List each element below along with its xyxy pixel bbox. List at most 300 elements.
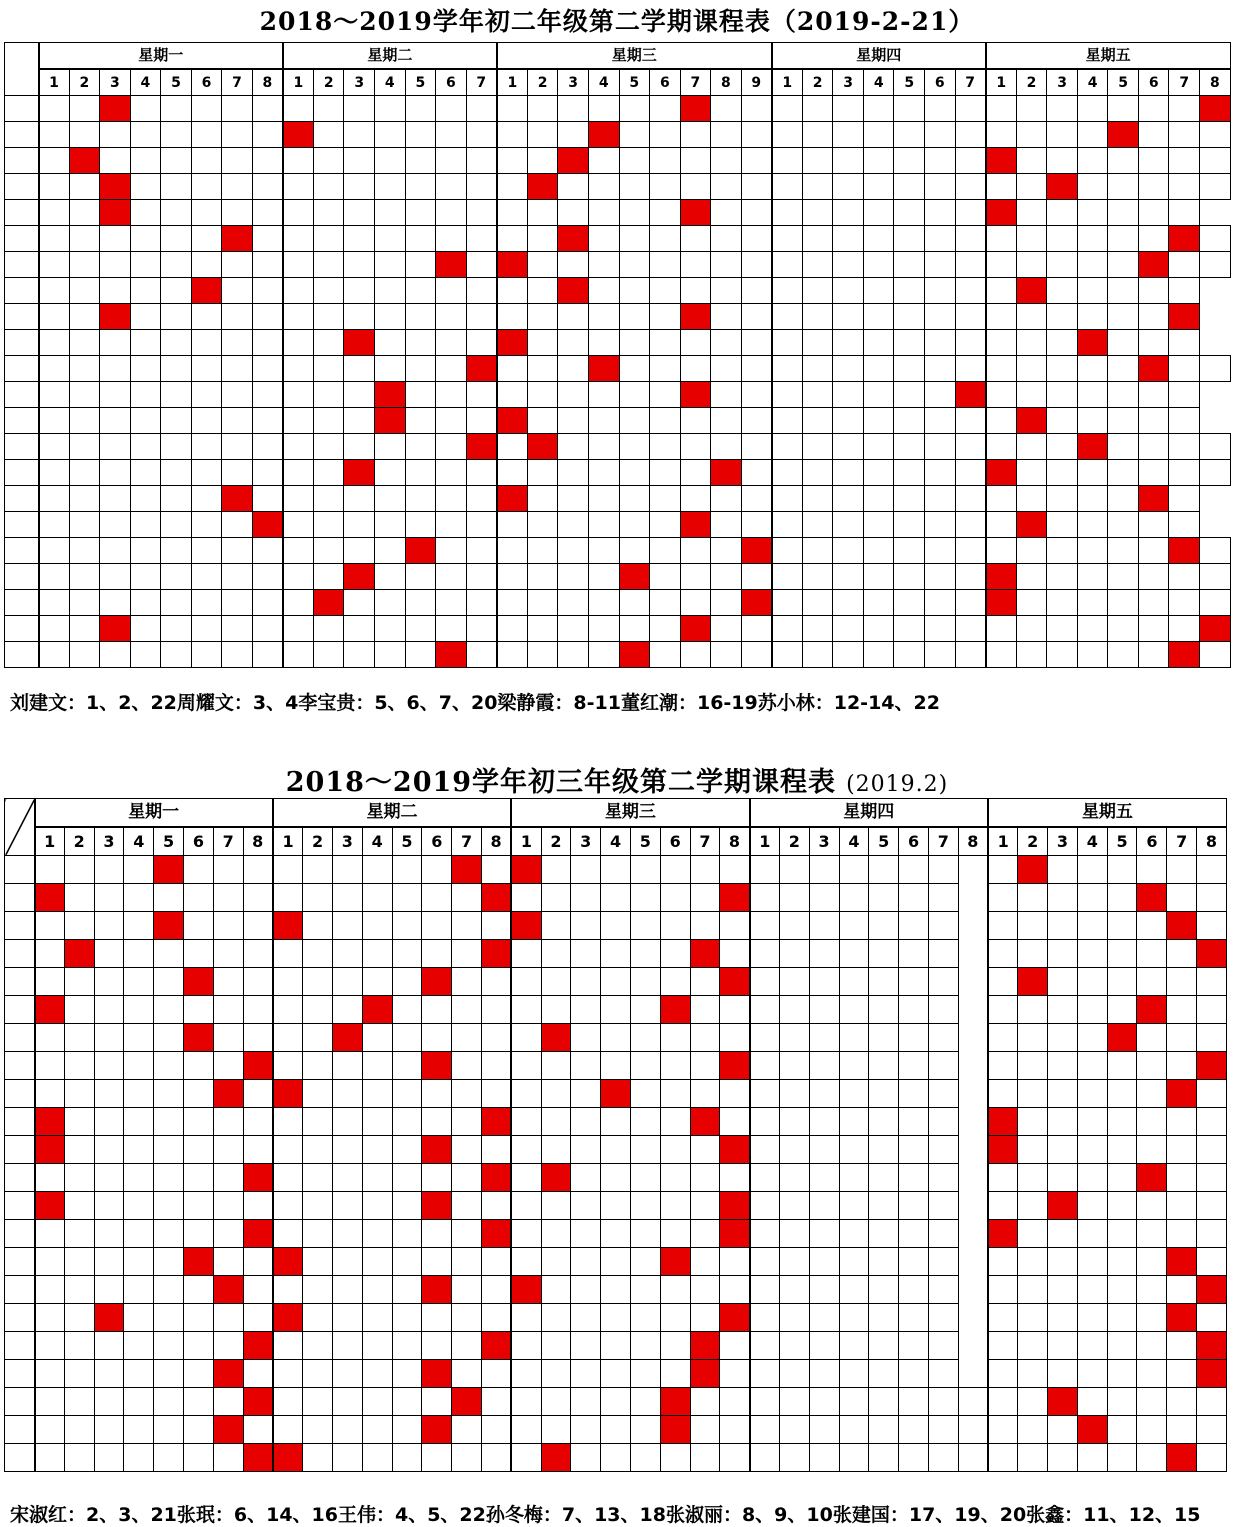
- schedule-cell: [1048, 1416, 1078, 1444]
- schedule-cell: [779, 940, 809, 968]
- class-label: [5, 200, 39, 226]
- schedule-cell: [405, 434, 436, 460]
- schedule-cell: [497, 434, 528, 460]
- period-number: 4: [863, 69, 894, 96]
- schedule-cell: [222, 616, 253, 642]
- schedule-cell: [1107, 1388, 1137, 1416]
- schedule-cell: [869, 1136, 899, 1164]
- schedule-cell: [833, 148, 864, 174]
- schedule-cell: [1200, 226, 1231, 252]
- schedule-cell: [571, 1388, 601, 1416]
- schedule-cell: [894, 538, 925, 564]
- schedule-cell: [94, 940, 124, 968]
- schedule-cell: [1047, 616, 1078, 642]
- schedule-cell: [35, 884, 65, 912]
- schedule-cell: [375, 616, 406, 642]
- schedule-cell: [313, 200, 344, 226]
- schedule-cell: [392, 1360, 422, 1388]
- period-number: 7: [452, 827, 482, 856]
- schedule-cell: [191, 304, 222, 330]
- schedule-cell: [497, 538, 528, 564]
- schedule-cell: [183, 1052, 213, 1080]
- schedule-cell: [94, 1388, 124, 1416]
- period-number: 4: [1077, 827, 1107, 856]
- schedule-cell: [779, 1220, 809, 1248]
- schedule-cell: [720, 1388, 750, 1416]
- schedule-cell: [243, 1304, 273, 1332]
- period-number: 2: [802, 69, 833, 96]
- schedule-cell: [925, 486, 956, 512]
- schedule-cell: [869, 1416, 899, 1444]
- schedule-cell: [213, 1024, 243, 1052]
- schedule-cell: [273, 996, 303, 1024]
- schedule-cell: [630, 1192, 660, 1220]
- schedule-cell: [405, 590, 436, 616]
- schedule-cell: [833, 616, 864, 642]
- schedule-cell: [283, 642, 314, 668]
- schedule-cell: [273, 1136, 303, 1164]
- schedule-cell: [154, 1332, 184, 1360]
- period-number: 2: [69, 69, 100, 96]
- schedule-cell: [191, 330, 222, 356]
- class-label: [5, 564, 39, 590]
- schedule-cell: [772, 382, 803, 408]
- schedule-cell: [511, 968, 541, 996]
- schedule-cell: [39, 148, 70, 174]
- schedule-cell: [191, 538, 222, 564]
- period-number: 2: [527, 69, 558, 96]
- schedule-cell: [869, 1108, 899, 1136]
- schedule-cell: [779, 1360, 809, 1388]
- schedule-cell: [511, 856, 541, 884]
- schedule-cell: [660, 1164, 690, 1192]
- schedule-cell: [64, 1248, 94, 1276]
- schedule-cell: [809, 1416, 839, 1444]
- schedule-cell: [894, 356, 925, 382]
- schedule-cell: [273, 1164, 303, 1192]
- schedule-cell: [660, 912, 690, 940]
- schedule-cell: [283, 96, 314, 122]
- schedule-cell: [1077, 538, 1108, 564]
- schedule-cell: [191, 486, 222, 512]
- period-number: 3: [558, 69, 589, 96]
- schedule-cell: [741, 330, 772, 356]
- schedule-cell: [303, 996, 333, 1024]
- schedule-cell: [1167, 968, 1197, 996]
- schedule-cell: [809, 1304, 839, 1332]
- schedule-cell: [690, 1304, 720, 1332]
- schedule-cell: [1169, 538, 1200, 564]
- schedule-cell: [39, 460, 70, 486]
- schedule-cell: [183, 1276, 213, 1304]
- schedule-cell: [243, 1108, 273, 1136]
- schedule-cell: [1137, 1108, 1167, 1136]
- schedule-cell: [869, 912, 899, 940]
- class-row: [5, 616, 1231, 642]
- schedule-cell: [283, 304, 314, 330]
- schedule-cell: [711, 512, 742, 538]
- schedule-cell: [39, 226, 70, 252]
- schedule-cell: [303, 884, 333, 912]
- period-number: 3: [809, 827, 839, 856]
- grade8-teacher-footer: 刘建文：1、2、22周耀文：3、4李宝贵：5、6、7、20梁静霞：8-11董红潮：16-19苏小林：12-14、22: [10, 692, 940, 714]
- schedule-cell: [1018, 1360, 1048, 1388]
- schedule-cell: [1138, 564, 1169, 590]
- schedule-cell: [213, 856, 243, 884]
- schedule-cell: [1108, 564, 1139, 590]
- schedule-cell: [94, 1276, 124, 1304]
- schedule-cell: [191, 382, 222, 408]
- schedule-cell: [183, 1360, 213, 1388]
- schedule-cell: [630, 1220, 660, 1248]
- schedule-cell: [839, 1248, 869, 1276]
- schedule-cell: [1167, 1080, 1197, 1108]
- schedule-cell: [1197, 1332, 1227, 1360]
- schedule-cell: [466, 96, 497, 122]
- schedule-cell: [833, 304, 864, 330]
- day-header: 星期四: [750, 799, 988, 828]
- schedule-cell: [124, 1416, 154, 1444]
- schedule-cell: [154, 1164, 184, 1192]
- schedule-cell: [720, 912, 750, 940]
- schedule-cell: [273, 1248, 303, 1276]
- schedule-cell: [375, 460, 406, 486]
- schedule-cell: [252, 330, 283, 356]
- schedule-cell: [69, 382, 100, 408]
- schedule-cell: [869, 1080, 899, 1108]
- schedule-cell: [1197, 1248, 1227, 1276]
- class-label: [5, 434, 39, 460]
- schedule-cell: [772, 512, 803, 538]
- schedule-cell: [1167, 1136, 1197, 1164]
- schedule-cell: [124, 1024, 154, 1052]
- schedule-cell: [1197, 996, 1227, 1024]
- schedule-cell: [69, 226, 100, 252]
- schedule-cell: [436, 486, 467, 512]
- schedule-cell: [988, 1332, 1018, 1360]
- schedule-cell: [558, 200, 589, 226]
- schedule-cell: [1077, 590, 1108, 616]
- schedule-cell: [750, 1220, 780, 1248]
- schedule-cell: [1077, 408, 1108, 434]
- schedule-cell: [690, 856, 720, 884]
- schedule-cell: [481, 1108, 511, 1136]
- schedule-cell: [833, 226, 864, 252]
- schedule-cell: [1107, 1136, 1137, 1164]
- schedule-cell: [863, 590, 894, 616]
- schedule-cell: [213, 1192, 243, 1220]
- schedule-cell: [839, 1276, 869, 1304]
- schedule-cell: [571, 1416, 601, 1444]
- schedule-cell: [436, 304, 467, 330]
- schedule-cell: [130, 564, 161, 590]
- schedule-cell: [1047, 434, 1078, 460]
- schedule-cell: [1077, 1192, 1107, 1220]
- schedule-cell: [1138, 148, 1169, 174]
- schedule-cell: [779, 968, 809, 996]
- schedule-cell: [511, 1108, 541, 1136]
- schedule-cell: [64, 1136, 94, 1164]
- schedule-cell: [1108, 304, 1139, 330]
- schedule-cell: [863, 278, 894, 304]
- schedule-cell: [619, 122, 650, 148]
- schedule-cell: [1047, 538, 1078, 564]
- schedule-cell: [660, 940, 690, 968]
- schedule-cell: [1048, 1360, 1078, 1388]
- schedule-cell: [1018, 1444, 1048, 1472]
- schedule-cell: [1138, 174, 1169, 200]
- schedule-cell: [680, 330, 711, 356]
- schedule-cell: [313, 460, 344, 486]
- schedule-cell: [680, 538, 711, 564]
- schedule-cell: [130, 512, 161, 538]
- schedule-cell: [375, 356, 406, 382]
- class-label: [5, 1024, 35, 1052]
- schedule-cell: [1167, 1024, 1197, 1052]
- schedule-cell: [863, 434, 894, 460]
- schedule-cell: [1137, 1024, 1167, 1052]
- period-number: 8: [958, 827, 988, 856]
- schedule-cell: [928, 1276, 958, 1304]
- schedule-cell: [154, 1360, 184, 1388]
- schedule-cell: [130, 200, 161, 226]
- schedule-cell: [988, 1416, 1018, 1444]
- schedule-cell: [466, 252, 497, 278]
- schedule-cell: [422, 1444, 452, 1472]
- schedule-cell: [1108, 408, 1139, 434]
- schedule-cell: [124, 1108, 154, 1136]
- schedule-cell: [650, 200, 681, 226]
- schedule-cell: [332, 1444, 362, 1472]
- day-header: 星期二: [273, 799, 511, 828]
- schedule-cell: [273, 968, 303, 996]
- schedule-cell: [100, 512, 131, 538]
- schedule-cell: [124, 1444, 154, 1472]
- schedule-cell: [154, 1276, 184, 1304]
- schedule-cell: [1197, 1136, 1227, 1164]
- schedule-cell: [928, 1108, 958, 1136]
- schedule-cell: [422, 968, 452, 996]
- schedule-cell: [601, 1332, 631, 1360]
- period-number: 8: [243, 827, 273, 856]
- schedule-cell: [720, 1192, 750, 1220]
- schedule-cell: [252, 616, 283, 642]
- schedule-cell: [839, 940, 869, 968]
- schedule-cell: [436, 174, 467, 200]
- schedule-cell: [630, 912, 660, 940]
- grade8-table: [4, 42, 1231, 668]
- schedule-cell: [69, 278, 100, 304]
- schedule-cell: [183, 968, 213, 996]
- schedule-cell: [481, 1080, 511, 1108]
- schedule-cell: [243, 1360, 273, 1388]
- schedule-cell: [1167, 912, 1197, 940]
- schedule-cell: [863, 252, 894, 278]
- schedule-cell: [833, 434, 864, 460]
- schedule-cell: [750, 1164, 780, 1192]
- schedule-cell: [283, 356, 314, 382]
- schedule-cell: [213, 1108, 243, 1136]
- schedule-cell: [1108, 512, 1139, 538]
- schedule-cell: [466, 616, 497, 642]
- schedule-cell: [332, 1024, 362, 1052]
- schedule-cell: [779, 1416, 809, 1444]
- class-row: [5, 1136, 1227, 1164]
- class-row: [5, 884, 1227, 912]
- class-row: [5, 356, 1231, 382]
- schedule-cell: [452, 1052, 482, 1080]
- class-row: [5, 968, 1227, 996]
- schedule-cell: [481, 1360, 511, 1388]
- schedule-cell: [1167, 884, 1197, 912]
- schedule-cell: [100, 304, 131, 330]
- schedule-cell: [436, 330, 467, 356]
- schedule-cell: [332, 1276, 362, 1304]
- schedule-cell: [928, 912, 958, 940]
- schedule-cell: [222, 96, 253, 122]
- period-number: 8: [711, 69, 742, 96]
- class-row: [5, 1108, 1227, 1136]
- schedule-cell: [1108, 226, 1139, 252]
- schedule-cell: [660, 884, 690, 912]
- period-number: 3: [833, 69, 864, 96]
- class-label: [5, 122, 39, 148]
- schedule-cell: [100, 330, 131, 356]
- schedule-cell: [619, 642, 650, 668]
- schedule-cell: [313, 252, 344, 278]
- schedule-cell: [481, 1164, 511, 1192]
- schedule-cell: [362, 1192, 392, 1220]
- schedule-cell: [1107, 1108, 1137, 1136]
- class-row: [5, 1052, 1227, 1080]
- class-label: [5, 1052, 35, 1080]
- schedule-cell: [955, 512, 986, 538]
- schedule-cell: [690, 996, 720, 1024]
- schedule-cell: [436, 356, 467, 382]
- schedule-cell: [511, 1304, 541, 1332]
- class-row: [5, 96, 1231, 122]
- schedule-cell: [839, 1164, 869, 1192]
- period-number: 2: [1016, 69, 1047, 96]
- schedule-cell: [928, 1220, 958, 1248]
- schedule-cell: [660, 1248, 690, 1276]
- schedule-cell: [690, 968, 720, 996]
- schedule-cell: [619, 590, 650, 616]
- schedule-cell: [619, 512, 650, 538]
- schedule-cell: [1018, 996, 1048, 1024]
- schedule-cell: [161, 304, 192, 330]
- schedule-cell: [955, 122, 986, 148]
- schedule-cell: [1167, 1332, 1197, 1360]
- schedule-cell: [213, 1332, 243, 1360]
- schedule-cell: [650, 330, 681, 356]
- schedule-cell: [466, 564, 497, 590]
- schedule-cell: [94, 884, 124, 912]
- schedule-cell: [571, 1444, 601, 1472]
- schedule-cell: [571, 968, 601, 996]
- schedule-cell: [899, 1360, 929, 1388]
- schedule-cell: [313, 356, 344, 382]
- schedule-cell: [1137, 1164, 1167, 1192]
- schedule-cell: [779, 1304, 809, 1332]
- schedule-cell: [283, 330, 314, 356]
- schedule-cell: [497, 252, 528, 278]
- schedule-cell: [69, 538, 100, 564]
- corner-cell: [5, 799, 35, 856]
- schedule-cell: [779, 1052, 809, 1080]
- schedule-cell: [601, 996, 631, 1024]
- schedule-cell: [630, 1416, 660, 1444]
- schedule-cell: [779, 1164, 809, 1192]
- period-number: 5: [869, 827, 899, 856]
- schedule-cell: [802, 590, 833, 616]
- schedule-cell: [680, 590, 711, 616]
- schedule-cell: [925, 356, 956, 382]
- schedule-cell: [1018, 1220, 1048, 1248]
- schedule-cell: [630, 1360, 660, 1388]
- day-header: 星期四: [772, 43, 986, 70]
- schedule-cell: [1077, 1332, 1107, 1360]
- schedule-cell: [64, 1192, 94, 1220]
- schedule-cell: [750, 1304, 780, 1332]
- schedule-cell: [527, 278, 558, 304]
- schedule-cell: [772, 252, 803, 278]
- schedule-cell: [1048, 940, 1078, 968]
- schedule-cell: [69, 200, 100, 226]
- schedule-cell: [1200, 174, 1231, 200]
- schedule-cell: [558, 434, 589, 460]
- schedule-cell: [375, 642, 406, 668]
- schedule-cell: [362, 1080, 392, 1108]
- period-number: 2: [541, 827, 571, 856]
- schedule-cell: [869, 856, 899, 884]
- schedule-cell: [283, 174, 314, 200]
- class-row: [5, 304, 1231, 330]
- schedule-cell: [571, 1248, 601, 1276]
- class-row: [5, 1332, 1227, 1360]
- schedule-cell: [527, 538, 558, 564]
- schedule-cell: [64, 1024, 94, 1052]
- schedule-cell: [154, 1136, 184, 1164]
- period-number: 1: [986, 69, 1017, 96]
- schedule-cell: [183, 1220, 213, 1248]
- schedule-cell: [303, 1052, 333, 1080]
- schedule-cell: [1077, 382, 1108, 408]
- schedule-cell: [130, 122, 161, 148]
- schedule-cell: [481, 996, 511, 1024]
- schedule-cell: [571, 1304, 601, 1332]
- schedule-cell: [1137, 1248, 1167, 1276]
- schedule-cell: [720, 1444, 750, 1472]
- schedule-cell: [1018, 1136, 1048, 1164]
- schedule-cell: [64, 856, 94, 884]
- schedule-cell: [94, 1164, 124, 1192]
- schedule-cell: [124, 1248, 154, 1276]
- schedule-cell: [1200, 642, 1231, 668]
- schedule-cell: [1138, 616, 1169, 642]
- schedule-cell: [863, 226, 894, 252]
- schedule-cell: [863, 512, 894, 538]
- schedule-cell: [1077, 1136, 1107, 1164]
- period-number: 4: [839, 827, 869, 856]
- schedule-cell: [1197, 1052, 1227, 1080]
- schedule-cell: [332, 1388, 362, 1416]
- schedule-cell: [928, 1304, 958, 1332]
- schedule-cell: [750, 912, 780, 940]
- schedule-cell: [894, 330, 925, 356]
- schedule-cell: [1167, 1248, 1197, 1276]
- schedule-cell: [332, 1192, 362, 1220]
